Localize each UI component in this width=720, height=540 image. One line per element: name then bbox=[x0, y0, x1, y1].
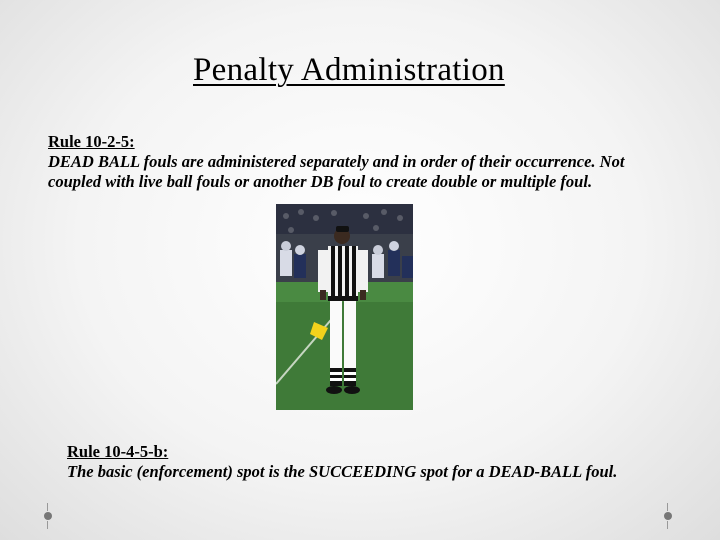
rule-block-10-2-5 bbox=[48, 132, 648, 192]
referee-photo bbox=[276, 204, 413, 410]
page-title: Penalty Administration bbox=[193, 52, 505, 88]
rule-id: Rule 10-2-5: bbox=[48, 132, 135, 151]
bullet-icon bbox=[44, 512, 52, 520]
rule-id: Rule 10-4-5-b: bbox=[67, 442, 169, 461]
rule-text: DEAD BALL fouls are administered separately and in order of their occurrence. Not coupled with live ball fouls or another DB foul to create double or multiple foul. bbox=[48, 152, 625, 191]
bullet-icon bbox=[664, 512, 672, 520]
rule-block-10-4-5-b bbox=[67, 442, 627, 482]
rule-text: The basic (enforcement) spot is the SUCCEEDING spot for a DEAD-BALL foul. bbox=[67, 462, 618, 481]
